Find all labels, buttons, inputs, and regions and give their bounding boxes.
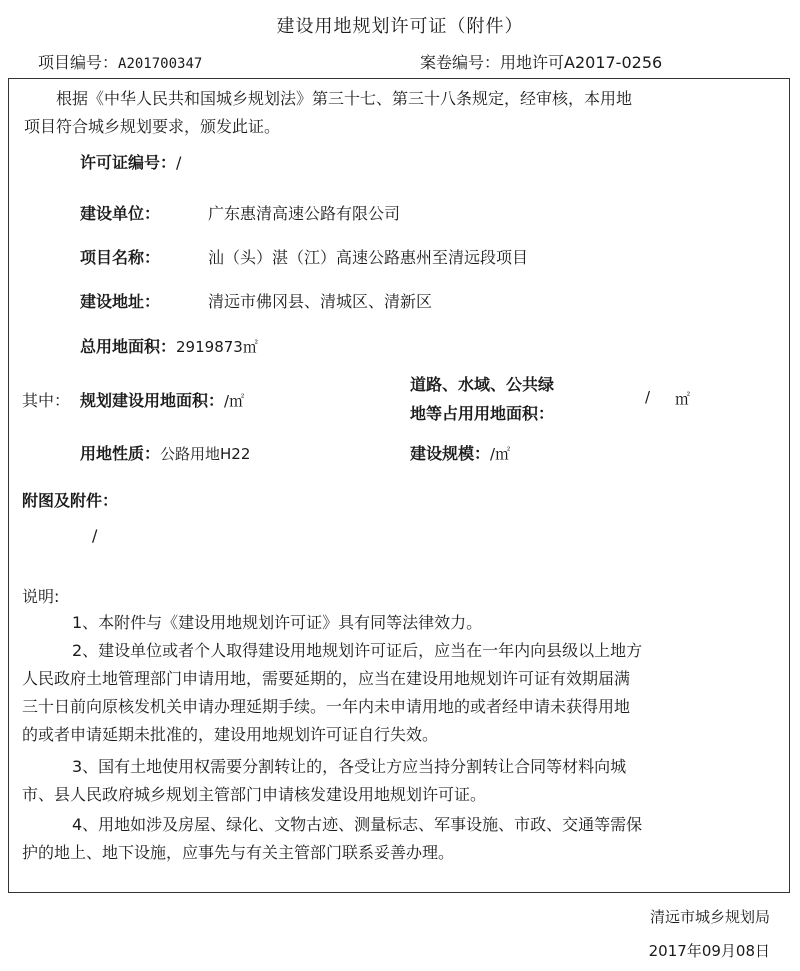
land-nature-row — [80, 441, 250, 464]
project-name-label: 项目名称： — [80, 248, 161, 267]
project-name-value: 汕（头）湛（江）高速公路惠州至清远段项目 — [208, 248, 529, 267]
total-area-value: 2919873㎡ — [176, 338, 258, 356]
project-number-label: 项目编号： — [38, 53, 119, 72]
note-2-line-4: 的或者申请延期未批准的，建设用地规划许可证自行失效。 — [22, 725, 439, 744]
address-label: 建设地址： — [80, 292, 161, 311]
planned-area-value: /㎡ — [224, 392, 245, 410]
notes-heading: 说明: — [22, 587, 60, 606]
among-label: 其中： — [22, 391, 71, 410]
land-nature-label: 用地性质： — [80, 444, 161, 463]
total-area-label: 总用地面积： — [80, 337, 177, 356]
permit-number-value: / — [176, 153, 182, 172]
page-title: 建设用地规划许可证（附件） — [276, 16, 524, 37]
note-3-line-1: 3、国有土地使用权需要分割转让的，各受让方应当持分割转让合同等材料向城 — [72, 757, 627, 776]
intro-line-2: 项目符合城乡规划要求，颁发此证。 — [24, 117, 281, 136]
note-1: 1、本附件与《建设用地规划许可证》具有同等法律效力。 — [72, 613, 483, 632]
permit-number-row — [80, 150, 181, 173]
issue-date: 2017年09月08日 — [648, 942, 770, 960]
construction-scale-row — [410, 441, 510, 464]
note-3-line-2: 市、县人民政府城乡规划主管部门申请核发建设用地规划许可证。 — [22, 785, 487, 804]
planned-area-row — [80, 388, 244, 411]
note-2-line-2: 人民政府土地管理部门申请用地，需要延期的，应当在建设用地规划许可证有效期届满 — [22, 669, 631, 688]
roads-area-slash: / — [645, 388, 651, 406]
case-number-value: 用地许可A2017-0256 — [500, 53, 663, 72]
project-number-value: A201700347 — [118, 56, 203, 72]
issuer: 清远市城乡规划局 — [649, 908, 770, 926]
note-4-line-2: 护的地上、地下设施，应事先与有关主管部门联系妥善办理。 — [22, 843, 455, 862]
project-number — [38, 50, 202, 73]
unit-value: 广东惠清高速公路有限公司 — [208, 204, 401, 223]
attachments-label: 附图及附件： — [22, 491, 119, 510]
unit-label: 建设单位： — [80, 204, 161, 223]
construction-scale-label: 建设规模： — [410, 444, 491, 463]
case-number — [420, 50, 662, 73]
address-value: 清远市佛冈县、清城区、清新区 — [208, 292, 433, 311]
attachments-value: / — [92, 526, 98, 545]
roads-area-label-line-2: 地等占用用地面积： — [410, 404, 555, 423]
planned-area-label: 规划建设用地面积： — [80, 391, 225, 410]
roads-area-label-line-1: 道路、水域、公共绿 — [410, 375, 555, 394]
construction-scale-value: /㎡ — [490, 445, 511, 463]
roads-area-unit: ㎡ — [675, 390, 691, 408]
total-area-row — [80, 334, 258, 357]
permit-number-label: 许可证编号： — [80, 153, 177, 172]
note-2-line-3: 三十日前向原核发机关申请办理延期手续。一年内未申请用地的或者经申请未获得用地 — [22, 697, 631, 716]
intro-line-1: 根据《中华人民共和国城乡规划法》第三十七、第三十八条规定，经审核，本用地 — [56, 89, 633, 108]
case-number-label: 案卷编号： — [420, 53, 501, 72]
land-nature-value: 公路用地H22 — [160, 445, 251, 463]
note-2-line-1: 2、建设单位或者个人取得建设用地规划许可证后，应当在一年内向县级以上地方 — [72, 641, 643, 660]
note-4-line-1: 4、用地如涉及房屋、绿化、文物古迹、测量标志、军事设施、市政、交通等需保 — [72, 815, 643, 834]
